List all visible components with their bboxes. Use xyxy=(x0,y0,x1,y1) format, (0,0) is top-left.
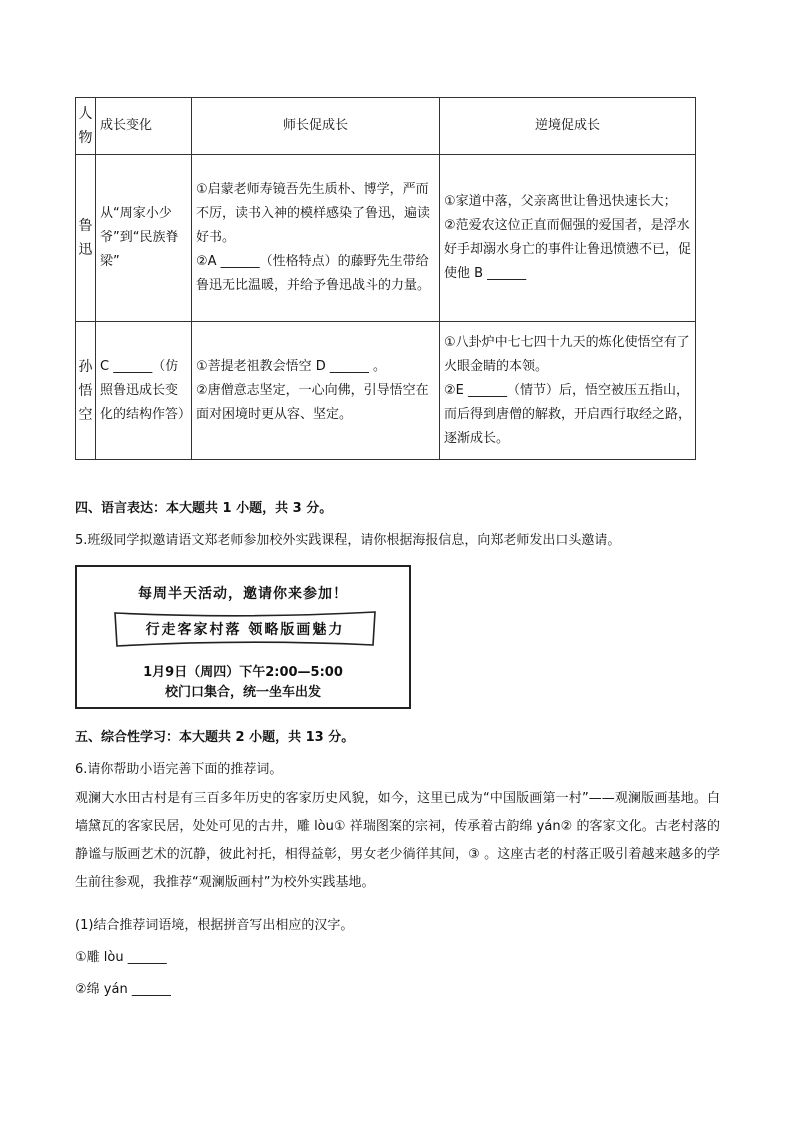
question-5: 5.班级同学拟邀请语文郑老师参加校外实践课程，请你根据海报信息，向郑老师发出口头邀请。 xyxy=(75,533,621,548)
recommendation-passage: 观澜大水田古村是有三百多年历史的客家历史风貌，如今，这里已成为“中国版画第一村”——观澜版画基地。白墙黛瓦的客家民居，处处可见的古井，雕 lòu① 祥瑞图案的宗祠，传承着古韵绵 yán② 的客家文化。古老村落的静谧与版画艺术的沉静，彼此衬托，相得益彰，男女老少徜徉其间，③ 。这座古老的村落正吸引着越来越多的学生前往参观，我推荐“观澜版画村”为校外实践基地。 xyxy=(75,791,720,890)
blank-lou: ①雕 lòu ______ xyxy=(75,950,167,965)
blank-yan: ②绵 yán ______ xyxy=(75,982,171,997)
row-name-sunwukong: 孙悟空 xyxy=(76,322,96,460)
table-row xyxy=(76,322,696,460)
header-teacher: 师长促成长 xyxy=(192,98,440,155)
poster-title: 每周半天活动，邀请你来参加！ xyxy=(138,586,348,602)
poster-banner-text: 行走客家村落 领略版画魅力 xyxy=(145,622,345,638)
poster-meeting: 校门口集合，统一坐车出发 xyxy=(164,685,321,700)
row-change-luxun: 从“周家小少爷”到“民族脊梁” xyxy=(96,155,192,322)
section4-heading: 四、语言表达：本大题共 1 小题，共 3 分。 xyxy=(75,501,333,516)
sub-question-1: (1)结合推荐词语境，根据拼音写出相应的汉字。 xyxy=(75,918,354,933)
section5-heading: 五、综合性学习：本大题共 2 小题，共 13 分。 xyxy=(75,730,355,745)
row-change-sunwukong: C ______（仿照鲁迅成长变化的结构作答） xyxy=(96,322,192,460)
header-adversity: 逆境促成长 xyxy=(440,98,696,155)
poster-image xyxy=(75,565,411,709)
row-name-luxun: 鲁迅 xyxy=(76,155,96,322)
row-teacher-luxun: ①启蒙老师寿镜吾先生质朴、博学，严而不厉，读书入神的模样感染了鲁迅，遍读好书。 ②A ______（性格特点）的藤野先生带给鲁迅无比温暖，并给予鲁迅战斗的力量。 xyxy=(192,155,440,322)
header-name: 人物 xyxy=(76,98,96,155)
row-adversity-luxun: ①家道中落，父亲离世让鲁迅快速长大； ②范爱农这位正直而倔强的爱国者，是浮水好手却溺水身亡的事件让鲁迅愤懑不已，促使他 B ______ xyxy=(440,155,696,322)
question-6: 6.请你帮助小语完善下面的推荐词。 xyxy=(75,762,283,777)
row-teacher-sunwukong: ①菩提老祖教会悟空 D ______ 。 ②唐僧意志坚定，一心向佛，引导悟空在面对困境时更从容、坚定。 xyxy=(192,322,440,460)
header-change: 成长变化 xyxy=(96,98,192,155)
table-row xyxy=(76,155,696,322)
row-adversity-sunwukong: ①八卦炉中七七四十九天的炼化使悟空有了火眼金睛的本领。 ②E ______（情节）后，悟空被压五指山，而后得到唐僧的解救，开启西行取经之路，逐渐成长。 xyxy=(440,322,696,460)
poster-time: 1月9日（周四）下午2:00—5:00 xyxy=(143,665,343,680)
growth-comparison-table xyxy=(75,97,696,460)
poster-banner xyxy=(109,609,381,649)
table-header-row xyxy=(76,98,696,155)
